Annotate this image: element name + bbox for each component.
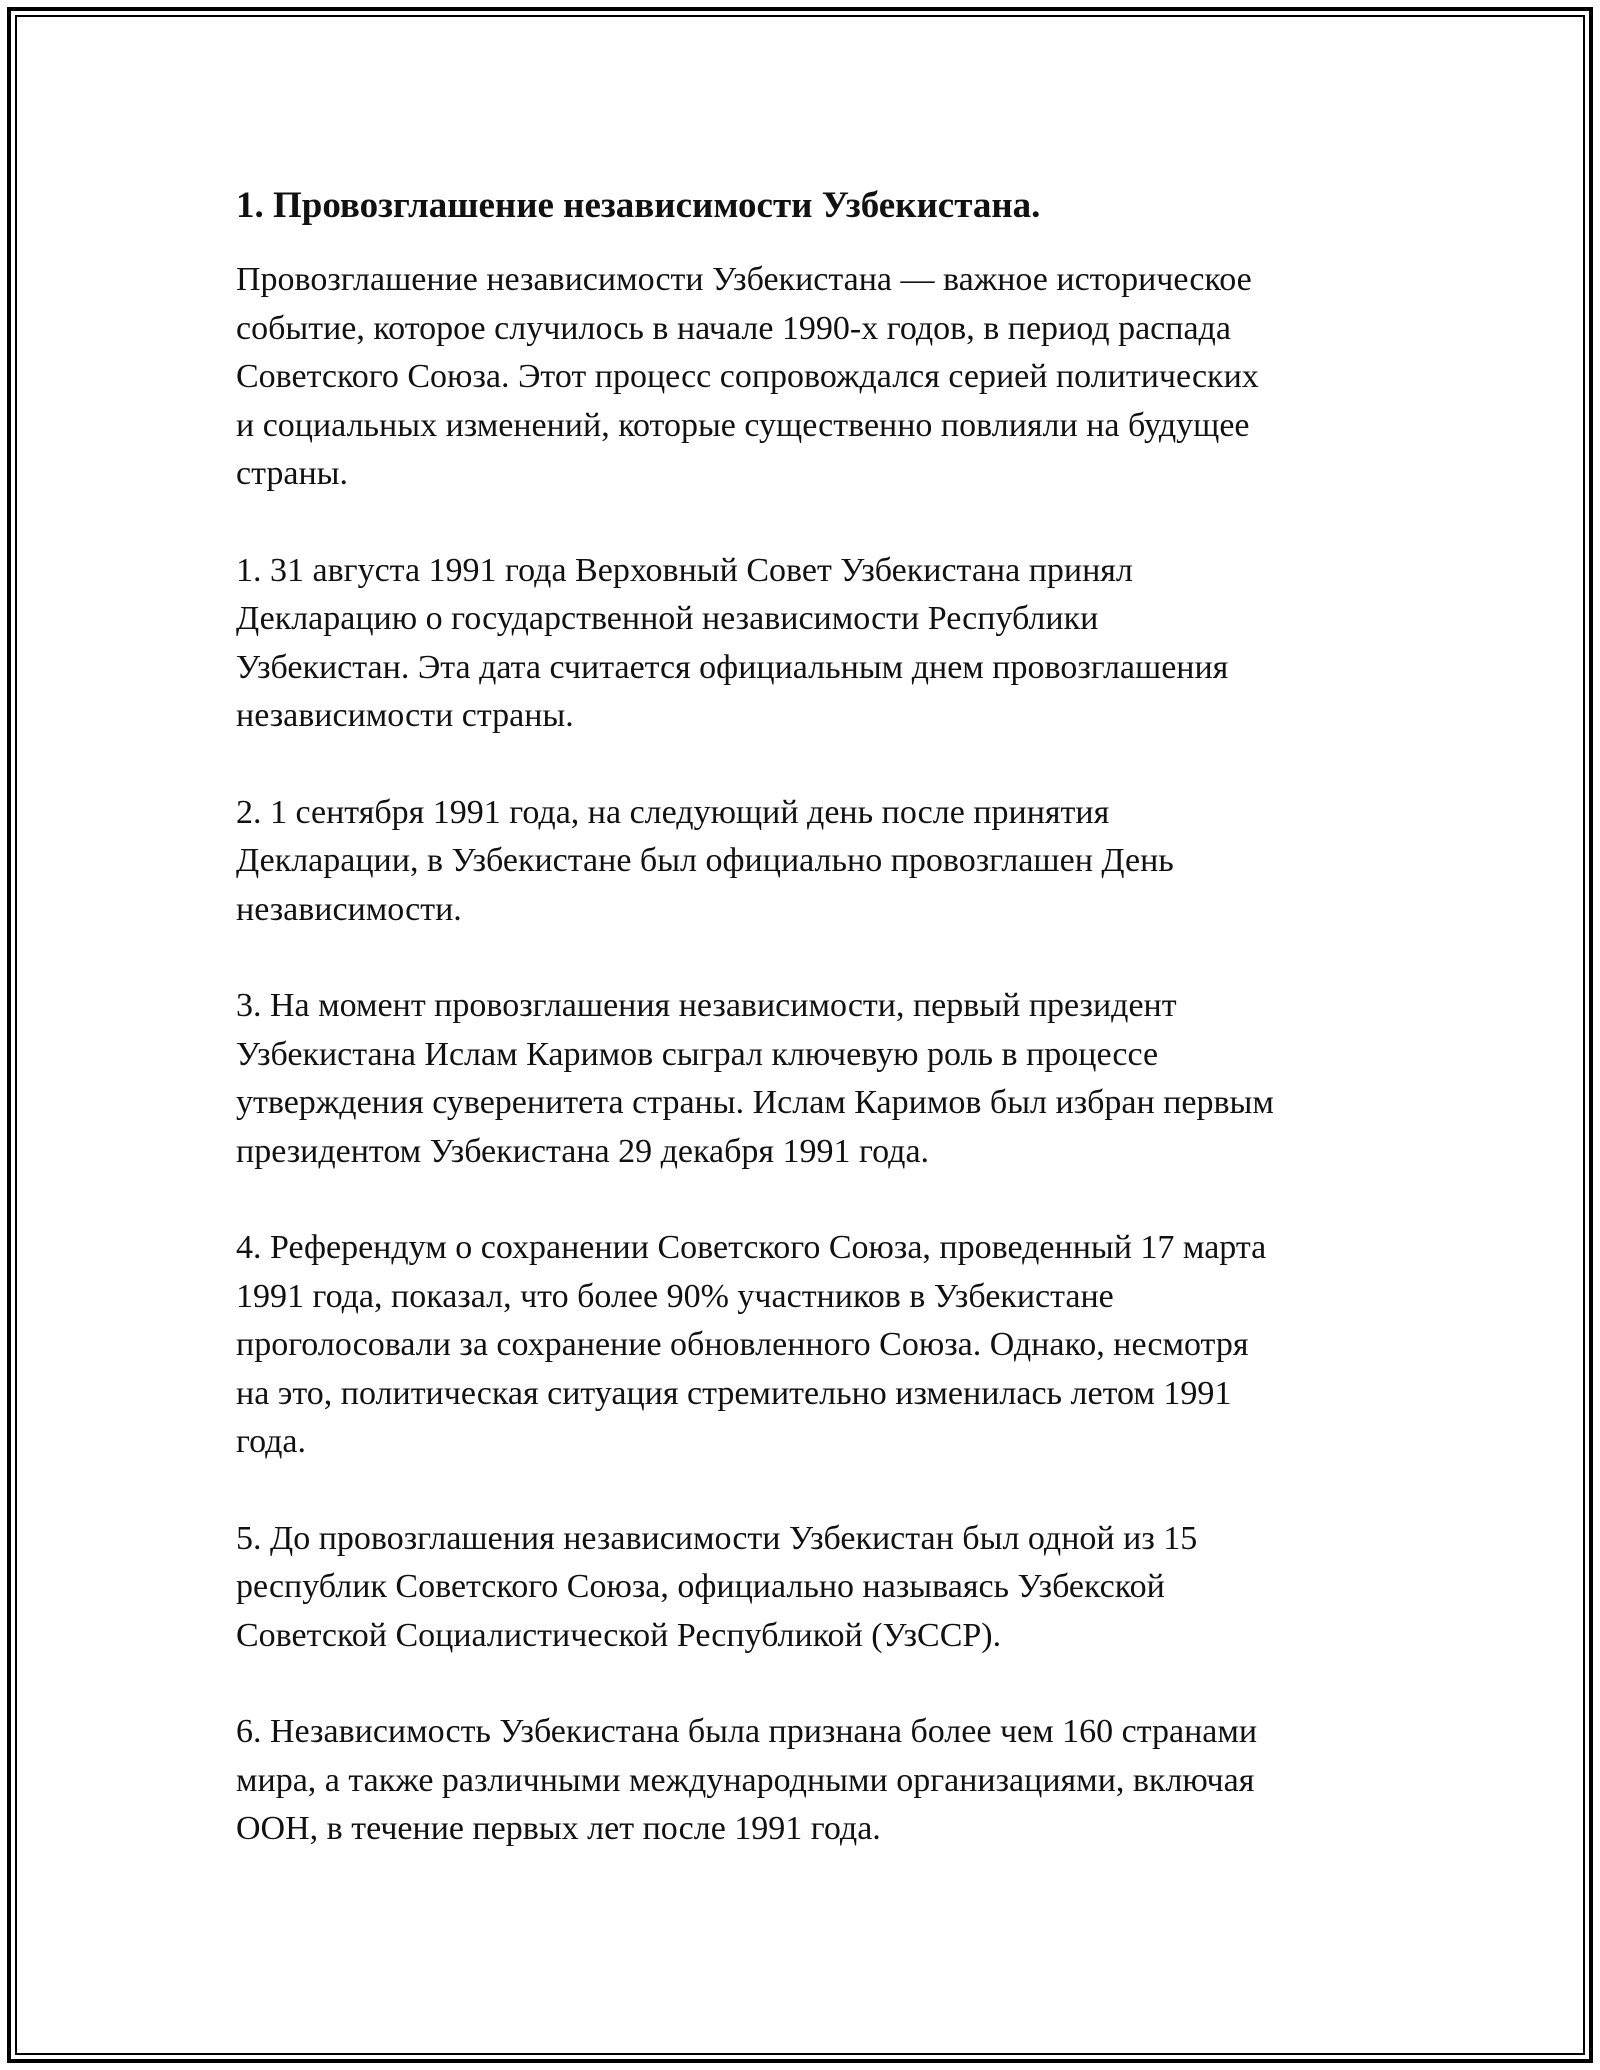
list-item-1: 1. 31 августа 1991 года Верховный Совет Узбекистана принял Декларацию о государственной независимости Республики Узбекистан. Эта дата считается официальным днем провозглашения независимости страны. [236,551,1229,734]
list-item-4: 4. Референдум о сохранении Советского Союза, проведенный 17 марта 1991 года, показал, что более 90% участников в Узбекистане проголосовали за сохранение обновленного Союза. Однако, несмотря на это, политическая ситуация стремительно изменилась летом 1991 года. [236,1229,1267,1460]
list-item-3: 3. На момент провозглашения независимости, первый президент Узбекистана Ислам Каримов сыграл ключевую роль в процессе утверждения суверенитета страны. Ислам Каримов был избран первым президентом Узбекистана 29 декабря 1991 года. [236,987,1274,1170]
list-item-5: 5. До провозглашения независимости Узбекистан был одной из 15 республик Советского Союза, официально называясь Узбекской Советской Социалистической Республикой (УзССР). [236,1519,1198,1654]
document-title: 1. Провозглашение независимости Узбекистана. [236,185,1041,226]
list-item-6: 6. Независимость Узбекистана была признана более чем 160 странами мира, а также различными международными организациями, включая ООН, в течение первых лет после 1991 года. [236,1713,1258,1847]
document-body [236,182,1376,1902]
intro-paragraph: Провозглашение независимости Узбекистана — важное историческое событие, которое случилось в начале 1990-х годов, в период распада Советского Союза. Этот процесс сопровождался серией политических и социальных изменений, которые существенно повлияли на будущее страны. [236,261,1259,492]
list-item-2: 2. 1 сентября 1991 года, на следующий день после принятия Декларации, в Узбекистане был официально провозглашен День независимости. [236,793,1174,928]
